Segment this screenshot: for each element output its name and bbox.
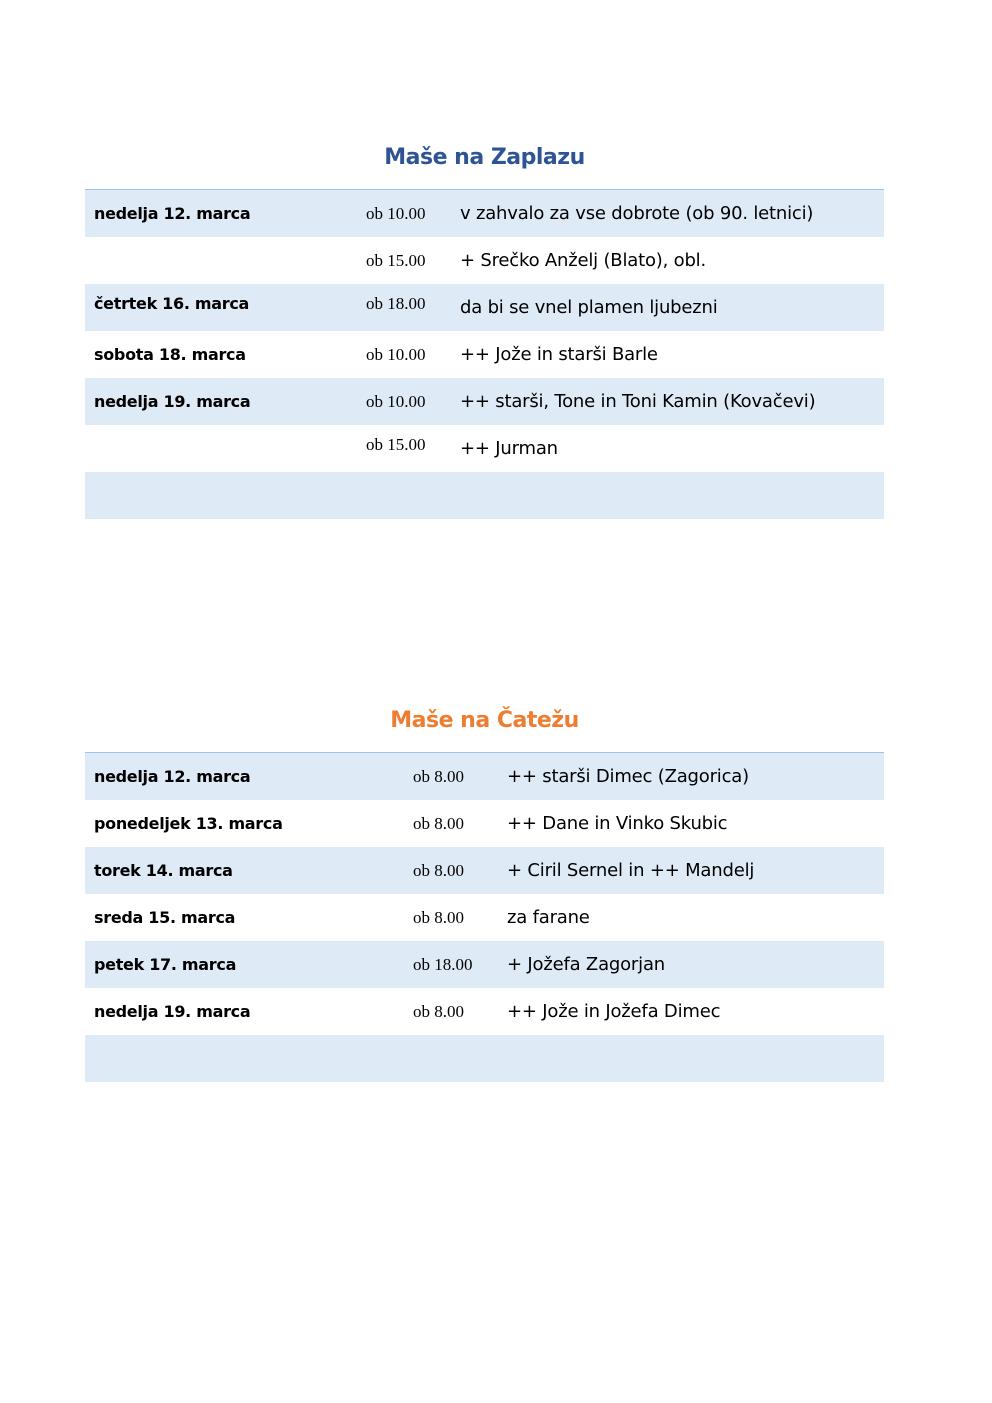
intention-cell: da bi se vnel plamen ljubezni [460, 297, 718, 318]
zaplaz-table [85, 189, 884, 519]
intention-cell: ++ starši, Tone in Toni Kamin (Kovačevi) [460, 391, 816, 412]
time-cell: ob 8.00 [413, 1002, 464, 1021]
table-row [85, 472, 884, 519]
time-cell: ob 10.00 [366, 345, 426, 364]
day-cell: torek 14. marca [94, 861, 233, 880]
zaplaz-section [85, 140, 884, 519]
day-cell: nedelja 12. marca [94, 204, 251, 223]
table-row [85, 331, 884, 378]
catez-title: Maše na Čatežu [390, 708, 579, 733]
time-cell: ob 18.00 [413, 955, 473, 974]
time-cell: ob 8.00 [413, 861, 464, 880]
catez-table [85, 752, 884, 1082]
intention-cell: + Srečko Anželj (Blato), obl. [460, 250, 706, 271]
table-row [85, 284, 884, 331]
day-cell: ponedeljek 13. marca [94, 814, 283, 833]
intention-cell: za farane [507, 907, 590, 928]
time-cell: ob 8.00 [413, 767, 464, 786]
time-cell: ob 10.00 [366, 392, 426, 411]
time-cell: ob 8.00 [413, 814, 464, 833]
intention-cell: + Jožefa Zagorjan [507, 954, 665, 975]
day-cell: sobota 18. marca [94, 345, 246, 364]
table-row [85, 237, 884, 284]
intention-cell: ++ starši Dimec (Zagorica) [507, 766, 749, 787]
table-row [85, 894, 884, 941]
table-row [85, 800, 884, 847]
table-row [85, 941, 884, 988]
time-cell: ob 10.00 [366, 204, 426, 223]
catez-section [85, 703, 884, 1082]
intention-cell: ++ Jože in Jožefa Dimec [507, 1001, 721, 1022]
day-cell: sreda 15. marca [94, 908, 236, 927]
day-cell: nedelja 19. marca [94, 1002, 251, 1021]
time-cell: ob 15.00 [366, 435, 426, 454]
intention-cell: ++ Jurman [460, 438, 558, 459]
table-row [85, 190, 884, 237]
time-cell: ob 8.00 [413, 908, 464, 927]
table-row [85, 847, 884, 894]
table-row [85, 753, 884, 800]
table-row [85, 1035, 884, 1082]
day-cell: nedelja 19. marca [94, 392, 251, 411]
day-cell: četrtek 16. marca [94, 294, 250, 313]
table-row [85, 378, 884, 425]
intention-cell: ++ Jože in starši Barle [460, 344, 658, 365]
day-cell: petek 17. marca [94, 955, 237, 974]
time-cell: ob 15.00 [366, 251, 426, 270]
table-row [85, 988, 884, 1035]
table-row [85, 425, 884, 472]
zaplaz-title: Maše na Zaplazu [384, 145, 585, 170]
intention-cell: ++ Dane in Vinko Skubic [507, 813, 728, 834]
time-cell: ob 18.00 [366, 294, 426, 313]
intention-cell: + Ciril Sernel in ++ Mandelj [507, 860, 755, 881]
day-cell: nedelja 12. marca [94, 767, 251, 786]
intention-cell: v zahvalo za vse dobrote (ob 90. letnici) [460, 203, 814, 224]
